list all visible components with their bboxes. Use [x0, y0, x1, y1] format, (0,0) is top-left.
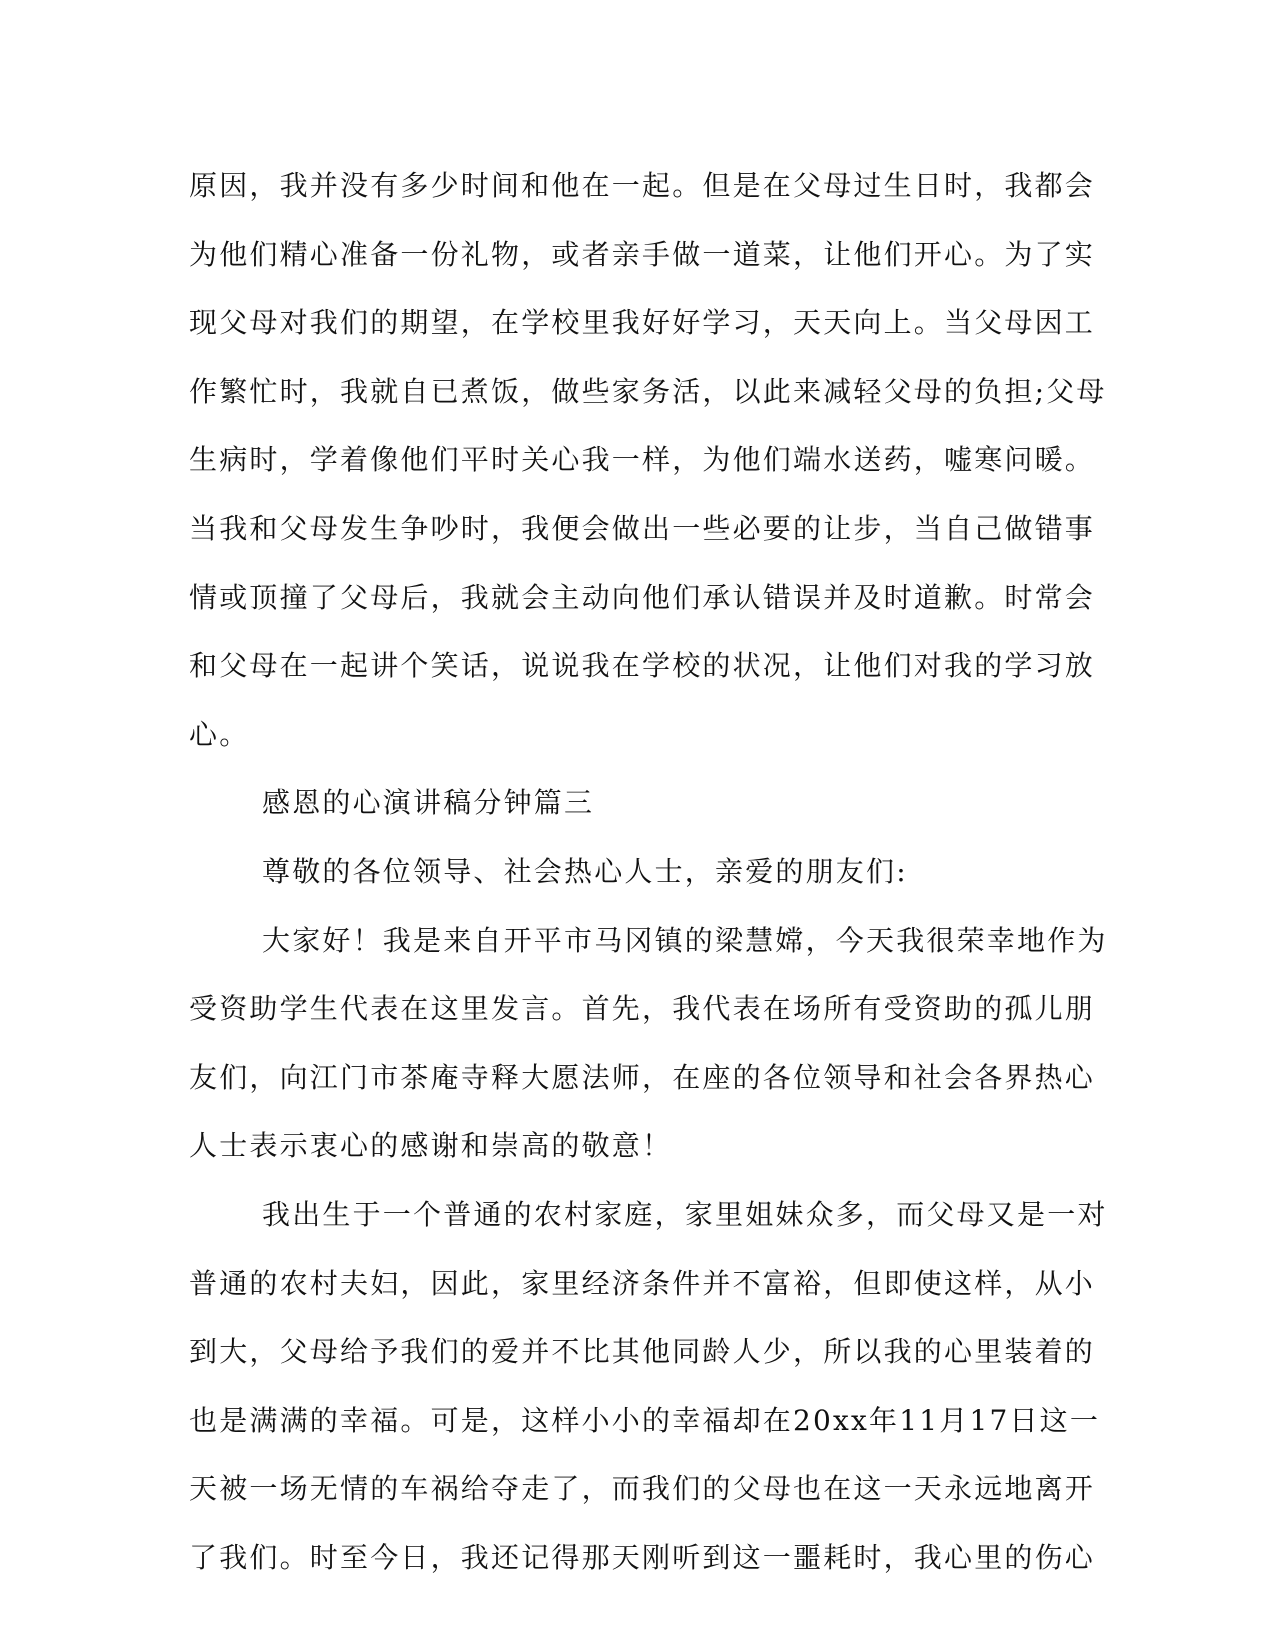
- text-line: 现父母对我们的期望，在学校里我好好学习，天天向上。当父母因工: [189, 306, 1096, 340]
- text-line: 受资助学生代表在这里发言。首先，我代表在场所有受资助的孤儿朋: [189, 992, 1096, 1026]
- text-line: 心。: [189, 717, 250, 751]
- text-line: 当我和父母发生争吵时，我便会做出一些必要的让步，当自己做错事: [189, 511, 1096, 545]
- text-line: 为他们精心准备一份礼物，或者亲手做一道菜，让他们开心。为了实: [189, 237, 1096, 271]
- text-line: 友们，向江门市茶庵寺释大愿法师，在座的各位领导和社会各界热心: [189, 1060, 1096, 1094]
- text-line: 了我们。时至今日，我还记得那天刚听到这一噩耗时，我心里的伤心: [189, 1540, 1096, 1574]
- text-line: 情或顶撞了父母后，我就会主动向他们承认错误并及时道歉。时常会: [189, 580, 1096, 614]
- text-line: 天被一场无情的车祸给夺走了，而我们的父母也在这一天永远地离开: [189, 1472, 1096, 1506]
- body-text: [189, 152, 1108, 1592]
- text-line: 生病时，学着像他们平时关心我一样，为他们端水送药，嘘寒问暖。: [189, 443, 1096, 477]
- text-line: 作繁忙时，我就自已煮饭，做些家务活，以此来减轻父母的负担;父母: [189, 374, 1107, 408]
- text-line: 也是满满的幸福。可是，这样小小的幸福却在20xx年11月17日这一: [189, 1403, 1101, 1437]
- text-line: 人士表示衷心的感谢和崇高的敬意！: [189, 1129, 673, 1163]
- text-line: 和父母在一起讲个笑话，说说我在学校的状况，让他们对我的学习放: [189, 649, 1096, 683]
- paragraph-first-line: 大家好！我是来自开平市马冈镇的梁慧嫦，今天我很荣幸地作为: [262, 923, 1108, 957]
- paragraph-first-line: 我出生于一个普通的农村家庭，家里姐妹众多，而父母又是一对: [262, 1197, 1108, 1231]
- text-line: 原因，我并没有多少时间和他在一起。但是在父母过生日时，我都会: [189, 169, 1096, 202]
- text-line: 普通的农村夫妇，因此，家里经济条件并不富裕，但即使这样，从小: [189, 1266, 1096, 1300]
- section-title: 感恩的心演讲稿分钟篇三: [262, 786, 595, 820]
- text-line: 到大，父母给予我们的爱并不比其他同龄人少，所以我的心里装着的: [189, 1335, 1096, 1369]
- salutation: 尊敬的各位领导、社会热心人士，亲爱的朋友们:: [262, 854, 908, 888]
